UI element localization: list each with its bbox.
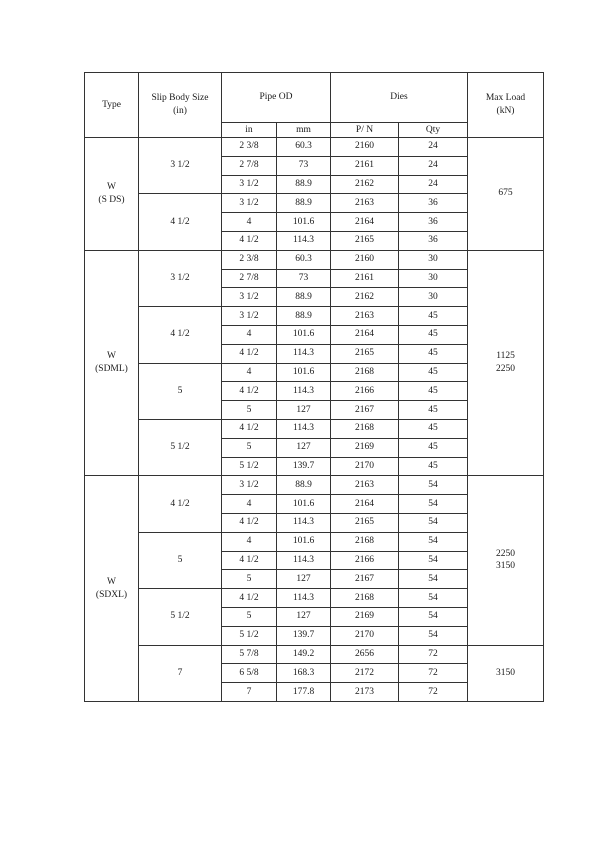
max-load-value: 1125 [496,351,515,362]
mm-cell: 114.3 [277,231,331,250]
in-cell: 7 [222,683,277,702]
qty-cell: 72 [399,683,468,702]
qty-cell: 45 [399,457,468,476]
type-header: Type [85,73,139,138]
qty-cell: 54 [399,513,468,532]
mm-cell: 114.3 [277,551,331,570]
mm-cell: 127 [277,438,331,457]
type-name: W [107,182,116,193]
mm-cell: 101.6 [277,325,331,344]
max-load-value: 3150 [496,561,516,572]
mm-cell: 139.7 [277,457,331,476]
mm-cell: 127 [277,607,331,626]
qty-cell: 36 [399,213,468,232]
in-cell: 3 1/2 [222,288,277,307]
qty-cell: 45 [399,382,468,401]
pn-header: P/ N [331,123,399,138]
in-cell: 4 [222,495,277,514]
qty-cell: 45 [399,401,468,420]
qty-cell: 24 [399,175,468,194]
pn-cell: 2165 [331,344,399,363]
in-cell: 2 3/8 [222,250,277,269]
pn-cell: 2160 [331,250,399,269]
pn-cell: 2164 [331,325,399,344]
pn-cell: 2163 [331,307,399,326]
mm-cell: 101.6 [277,213,331,232]
in-cell: 4 1/2 [222,419,277,438]
in-cell: 3 1/2 [222,194,277,213]
slip-body-size-cell: 5 [139,363,222,419]
table-row [85,476,544,495]
qty-cell: 54 [399,570,468,589]
pn-cell: 2168 [331,419,399,438]
in-cell: 4 1/2 [222,231,277,250]
in-cell: 4 [222,532,277,551]
max-load-label: Max Load [485,93,526,104]
pn-cell: 2164 [331,495,399,514]
mm-cell: 168.3 [277,664,331,683]
slip-body-size-cell: 4 1/2 [139,194,222,250]
in-cell: 5 1/2 [222,457,277,476]
in-cell: 4 1/2 [222,344,277,363]
pn-cell: 2168 [331,589,399,608]
in-cell: 5 [222,401,277,420]
slip-body-size-cell: 4 1/2 [139,476,222,532]
qty-cell: 54 [399,476,468,495]
pn-cell: 2166 [331,551,399,570]
pn-cell: 2167 [331,401,399,420]
pn-cell: 2166 [331,382,399,401]
in-cell: 3 1/2 [222,476,277,495]
qty-cell: 54 [399,589,468,608]
pn-cell: 2169 [331,607,399,626]
pn-cell: 2161 [331,156,399,175]
slip-specification-table [84,72,544,702]
qty-cell: 24 [399,138,468,157]
qty-cell: 54 [399,532,468,551]
in-cell: 4 [222,363,277,382]
mm-cell: 114.3 [277,513,331,532]
qty-header: Qty [399,123,468,138]
header-row-main [85,73,544,123]
pn-cell: 2656 [331,645,399,664]
mm-cell: 88.9 [277,194,331,213]
slip-body-size-cell: 3 1/2 [139,250,222,306]
max-load-unit: (kN) [496,106,515,116]
mm-cell: 114.3 [277,419,331,438]
pn-cell: 2170 [331,457,399,476]
pipe-od-header: Pipe OD [222,73,331,123]
in-cell: 2 7/8 [222,156,277,175]
mm-cell: 73 [277,156,331,175]
in-cell: 4 1/2 [222,551,277,570]
mm-cell: 177.8 [277,683,331,702]
mm-cell: 60.3 [277,250,331,269]
qty-cell: 36 [399,231,468,250]
max-load-value: 2250 [496,364,516,375]
slip-body-size-cell: 5 [139,532,222,588]
qty-cell: 72 [399,645,468,664]
qty-cell: 30 [399,288,468,307]
type-variant: (S DS) [98,194,125,205]
table-row [85,645,544,664]
pn-cell: 2163 [331,476,399,495]
in-header: in [222,123,277,138]
mm-cell: 88.9 [277,476,331,495]
slip-body-size-label: Slip Body Size [151,93,209,104]
qty-cell: 36 [399,194,468,213]
qty-cell: 45 [399,419,468,438]
qty-cell: 45 [399,307,468,326]
max-load-value: 3150 [496,667,516,678]
max-load-header [468,73,544,138]
type-name: W [107,351,116,362]
mm-cell: 127 [277,570,331,589]
pn-cell: 2168 [331,532,399,551]
mm-cell: 101.6 [277,495,331,514]
mm-cell: 88.9 [277,175,331,194]
slip-body-size-cell: 4 1/2 [139,307,222,363]
max-load-cell [468,645,544,701]
pn-cell: 2161 [331,269,399,288]
max-load-cell [468,250,544,476]
qty-cell: 72 [399,664,468,683]
pn-cell: 2169 [331,438,399,457]
in-cell: 4 1/2 [222,513,277,532]
table-row [85,138,544,157]
type-variant: (SDML) [95,364,128,375]
mm-cell: 114.3 [277,344,331,363]
mm-cell: 101.6 [277,532,331,551]
in-cell: 5 [222,607,277,626]
mm-cell: 139.7 [277,626,331,645]
in-cell: 4 [222,325,277,344]
qty-cell: 54 [399,607,468,626]
max-load-value: 675 [498,188,513,199]
slip-body-size-cell: 5 1/2 [139,589,222,645]
table-row [85,250,544,269]
pn-cell: 2165 [331,513,399,532]
in-cell: 5 [222,570,277,589]
pn-cell: 2164 [331,213,399,232]
type-cell [85,476,139,702]
in-cell: 2 7/8 [222,269,277,288]
mm-cell: 60.3 [277,138,331,157]
qty-cell: 30 [399,269,468,288]
pn-cell: 2163 [331,194,399,213]
type-variant: (SDXL) [95,589,128,600]
qty-cell: 54 [399,551,468,570]
mm-cell: 114.3 [277,589,331,608]
in-cell: 5 1/2 [222,626,277,645]
pn-cell: 2170 [331,626,399,645]
mm-cell: 127 [277,401,331,420]
qty-cell: 45 [399,438,468,457]
mm-cell: 101.6 [277,363,331,382]
type-cell [85,250,139,476]
mm-cell: 114.3 [277,382,331,401]
type-cell [85,138,139,251]
mm-cell: 73 [277,269,331,288]
slip-body-size-header [139,73,222,138]
qty-cell: 45 [399,344,468,363]
pn-cell: 2165 [331,231,399,250]
table-body [85,138,544,702]
in-cell: 4 [222,213,277,232]
mm-cell: 88.9 [277,288,331,307]
slip-body-size-unit: (in) [173,106,187,116]
in-cell: 3 1/2 [222,175,277,194]
in-cell: 2 3/8 [222,138,277,157]
pn-cell: 2162 [331,288,399,307]
max-load-cell [468,476,544,645]
in-cell: 4 1/2 [222,382,277,401]
qty-cell: 24 [399,156,468,175]
dies-header: Dies [331,73,468,123]
qty-cell: 54 [399,495,468,514]
max-load-cell [468,138,544,251]
pn-cell: 2162 [331,175,399,194]
pn-cell: 2173 [331,683,399,702]
in-cell: 5 [222,438,277,457]
in-cell: 6 5/8 [222,664,277,683]
qty-cell: 54 [399,626,468,645]
pn-cell: 2167 [331,570,399,589]
slip-body-size-cell: 7 [139,645,222,701]
slip-body-size-cell: 5 1/2 [139,419,222,475]
qty-cell: 45 [399,363,468,382]
type-name: W [107,576,116,587]
in-cell: 4 1/2 [222,589,277,608]
pn-cell: 2172 [331,664,399,683]
qty-cell: 30 [399,250,468,269]
slip-body-size-cell: 3 1/2 [139,138,222,194]
max-load-value: 2250 [496,548,516,559]
qty-cell: 45 [399,325,468,344]
in-cell: 3 1/2 [222,307,277,326]
in-cell: 5 7/8 [222,645,277,664]
mm-cell: 149.2 [277,645,331,664]
pn-cell: 2160 [331,138,399,157]
mm-cell: 88.9 [277,307,331,326]
pn-cell: 2168 [331,363,399,382]
mm-header: mm [277,123,331,138]
